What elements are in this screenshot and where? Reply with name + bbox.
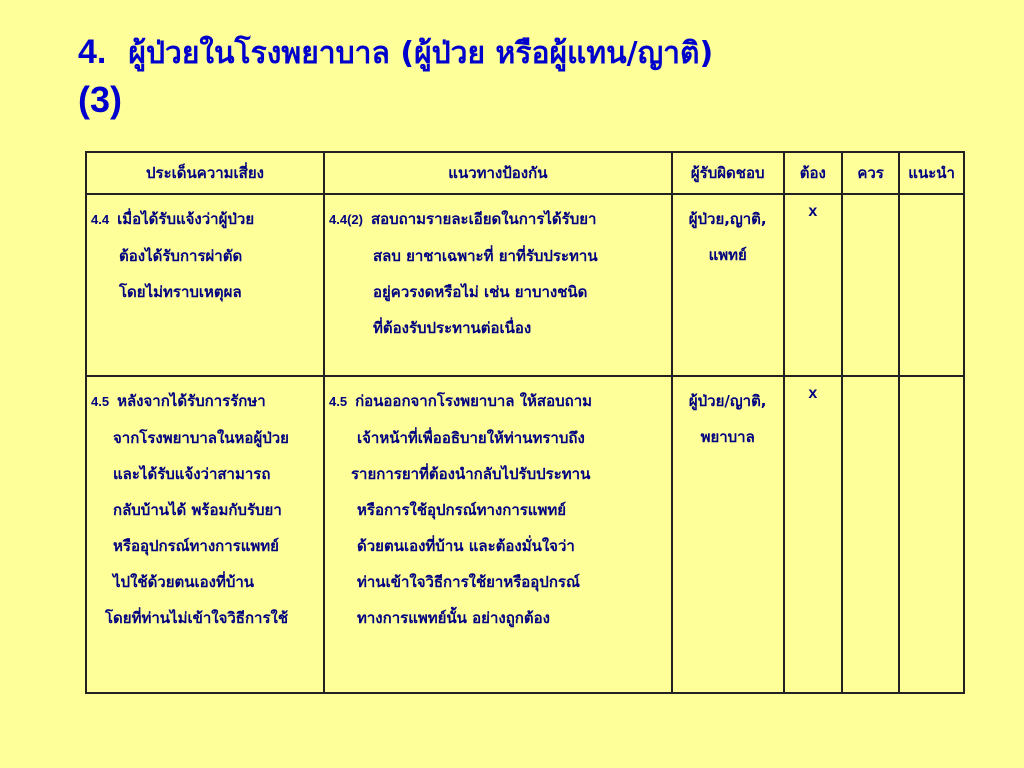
risk-line: 4.5 หลังจากได้รับการรักษา <box>91 392 266 410</box>
risk-code: 4.5 <box>91 394 110 409</box>
header-responsible: ผู้รับผิดชอบ <box>672 152 784 194</box>
table-row <box>86 376 964 693</box>
prevention-code: 4.5 <box>329 394 348 409</box>
responsible-line: พยาบาล <box>700 428 755 446</box>
risk-code: 4.4 <box>91 212 110 227</box>
responsible-line: ผู้ป่วย,ญาติ, <box>688 210 767 228</box>
table-row <box>86 194 964 376</box>
risk-line: หรืออุปกรณ์ทางการแพทย์ <box>113 537 279 555</box>
risk-line: ไปใช้ด้วยตนเองที่บ้าน <box>113 573 255 591</box>
prevention-line: ทางการแพทย์นั้น อย่างถูกต้อง <box>357 609 550 627</box>
should-cell <box>842 194 899 376</box>
risk-line: และได้รับแจ้งว่าสามารถ <box>113 465 271 483</box>
prevention-line: อยู่ควรงดหรือไม่ เช่น ยาบางชนิด <box>373 283 588 301</box>
must-mark: x <box>808 203 818 220</box>
recommend-cell <box>899 376 964 693</box>
header-must: ต้อง <box>784 152 842 194</box>
header-should: ควร <box>842 152 899 194</box>
must-mark: x <box>808 385 818 402</box>
prevention-cell <box>324 376 672 693</box>
table-header-row <box>86 152 964 194</box>
risk-line: โดยไม่ทราบเหตุผล <box>119 283 242 301</box>
prevention-line: ด้วยตนเองที่บ้าน และต้องมั่นใจว่า <box>357 537 575 555</box>
title-text: ผู้ป่วยในโรงพยาบาล (ผู้ป่วย หรือผู้แทน/ญาติ) <box>128 36 714 71</box>
risk-line: จากโรงพยาบาลในหอผู้ป่วย <box>113 429 289 447</box>
should-cell <box>842 376 899 693</box>
title-number: 4. <box>78 33 107 71</box>
responsible-line: ผู้ป่วย/ญาติ, <box>688 392 767 410</box>
prevention-line: สลบ ยาชาเฉพาะที่ ยาที่รับประทาน <box>373 247 598 265</box>
prevention-code: 4.4(2) <box>329 212 363 227</box>
prevention-cell <box>324 194 672 376</box>
risk-line: 4.4 เมื่อได้รับแจ้งว่าผู้ป่วย <box>91 210 255 228</box>
prevention-line: 4.5 ก่อนออกจากโรงพยาบาล ให้สอบถาม <box>329 392 593 410</box>
prevention-line: 4.4(2) สอบถามรายละเอียดในการได้รับยา <box>329 210 597 228</box>
page-title <box>78 28 713 122</box>
risk-cell <box>86 194 324 376</box>
prevention-line: ท่านเข้าใจวิธีการใช้ยาหรืออุปกรณ์ <box>357 573 580 591</box>
responsible-line: แพทย์ <box>708 246 747 264</box>
must-cell <box>784 376 842 693</box>
header-prevention: แนวทางป้องกัน <box>324 152 672 194</box>
risk-line: กลับบ้านได้ พร้อมกับรับยา <box>113 501 282 519</box>
responsible-cell <box>672 194 784 376</box>
header-recommend: แนะนำ <box>899 152 964 194</box>
responsible-cell <box>672 376 784 693</box>
risk-table <box>85 151 965 694</box>
risk-cell <box>86 376 324 693</box>
recommend-cell <box>899 194 964 376</box>
must-cell <box>784 194 842 376</box>
prevention-line: รายการยาที่ต้องนำกลับไปรับประทาน <box>351 465 591 483</box>
title-subnumber: (3) <box>78 79 122 120</box>
prevention-line: เจ้าหน้าที่เพื่ออธิบายให้ท่านทราบถึง <box>357 429 585 447</box>
header-risk-issue: ประเด็นความเสี่ยง <box>86 152 324 194</box>
prevention-line: ที่ต้องรับประทานต่อเนื่อง <box>373 319 532 337</box>
risk-line: ต้องได้รับการผ่าตัด <box>119 247 243 265</box>
risk-line: โดยที่ท่านไม่เข้าใจวิธีการใช้ <box>105 609 289 627</box>
prevention-line: หรือการใช้อุปกรณ์ทางการแพทย์ <box>357 501 567 519</box>
